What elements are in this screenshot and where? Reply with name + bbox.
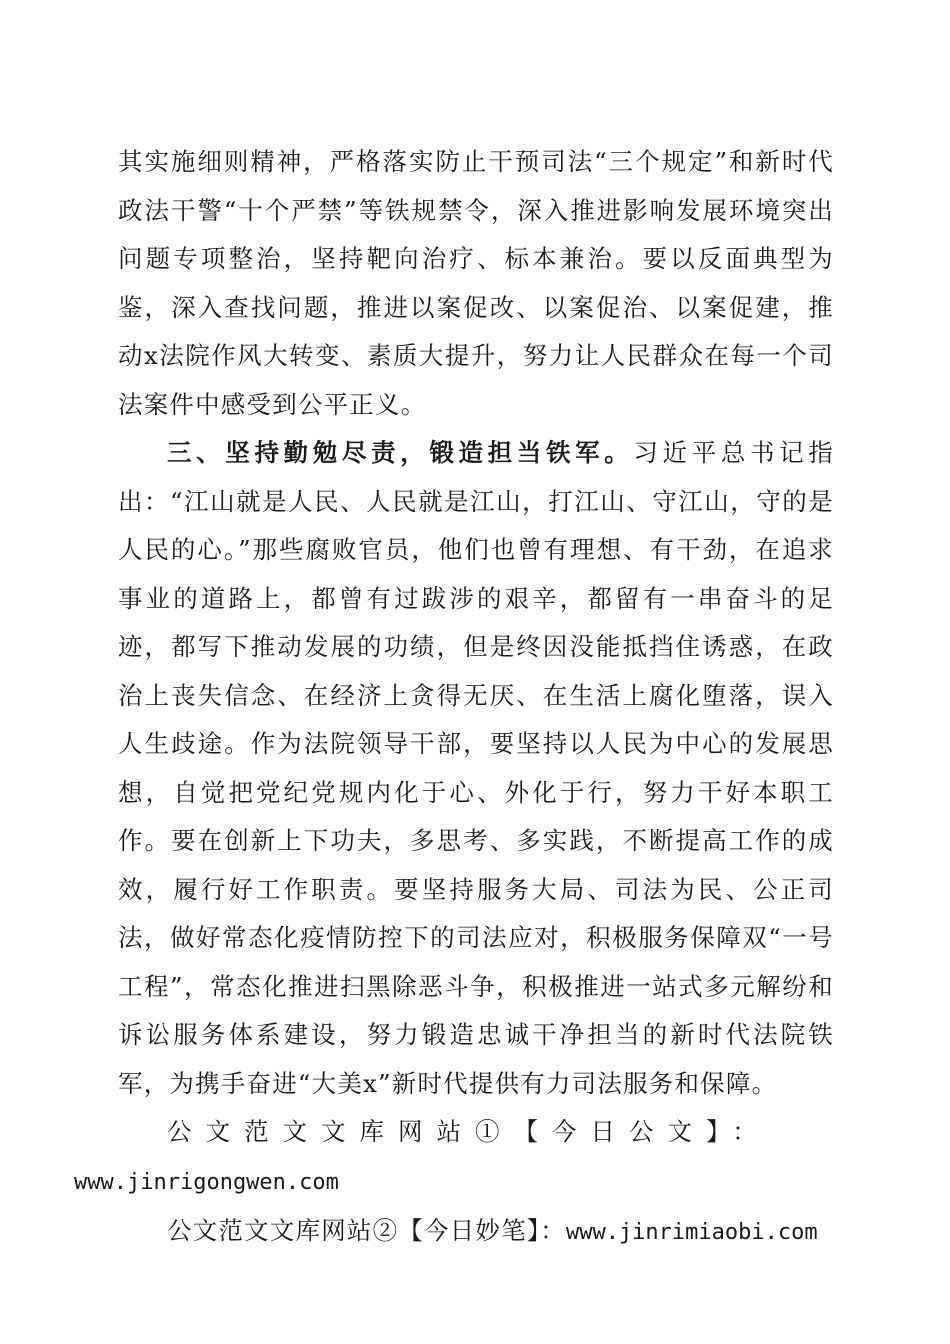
document-body (74, 138, 835, 1258)
footer-link-1-label: 公文范文文库网站①【今日公文】： (167, 1117, 771, 1146)
section-3-body: 习近平总书记指出：“江山就是人民、人民就是江山，打江山、守江山，守的是人民的心。”那些腐败官员，他们也曾有理想、有干劲，在追求事业的道路上，都曾有过跋涉的艰辛，都留有一串奋斗的足迹，都写下推动发展的功绩，但是终因没能抵挡住诱惑，在政治上丧失信念、在经济上贪得无厌、在生活上腐化堕落，误入人生歧途。作为法院领导干部，要坚持以人民为中心的发展思想，自觉把党纪党规内化于心、外化于行，努力干好本职工作。要在创新上下功夫，多思考、多实践，不断提高工作的成效，履行好工作职责。要坚持服务大局、司法为民、公正司法，做好常态化疫情防控下的司法应对，积极服务保障双“一号工程”，常态化推进扫黑除恶斗争，积极推进一站式多元解纷和诉讼服务体系建设，努力锻造忠诚干净担当的新时代法院铁军，为携手奋进“大美x”新时代提供有力司法服务和保障。 (118, 438, 835, 1098)
footer-link-2-url[interactable]: www.jinrimiaobi.com (565, 1220, 818, 1245)
footer-link-1-url[interactable]: www.jinrigongwen.com (74, 1169, 339, 1195)
footer-link-2 (118, 1207, 834, 1258)
footer-link-1 (74, 1108, 834, 1207)
section-3-heading: 三、坚持勤勉尽责，锻造担当铁军。 (167, 438, 634, 467)
section-3-paragraph (118, 429, 834, 1108)
footer-link-2-label: 公文范文文库网站②【今日妙笔】： (167, 1216, 566, 1245)
paragraph-continuation: 其实施细则精神，严格落实防止干预司法“三个规定”和新时代政法干警“十个严禁”等铁规禁令，深入推进影响发展环境突出问题专项整治，坚持靶向治疗、标本兼治。要以反面典型为鉴，深入查找问题，推进以案促改、以案促治、以案促建，推动x法院作风大转变、素质大提升，努力让人民群众在每一个司法案件中感受到公平正义。 (118, 147, 834, 419)
